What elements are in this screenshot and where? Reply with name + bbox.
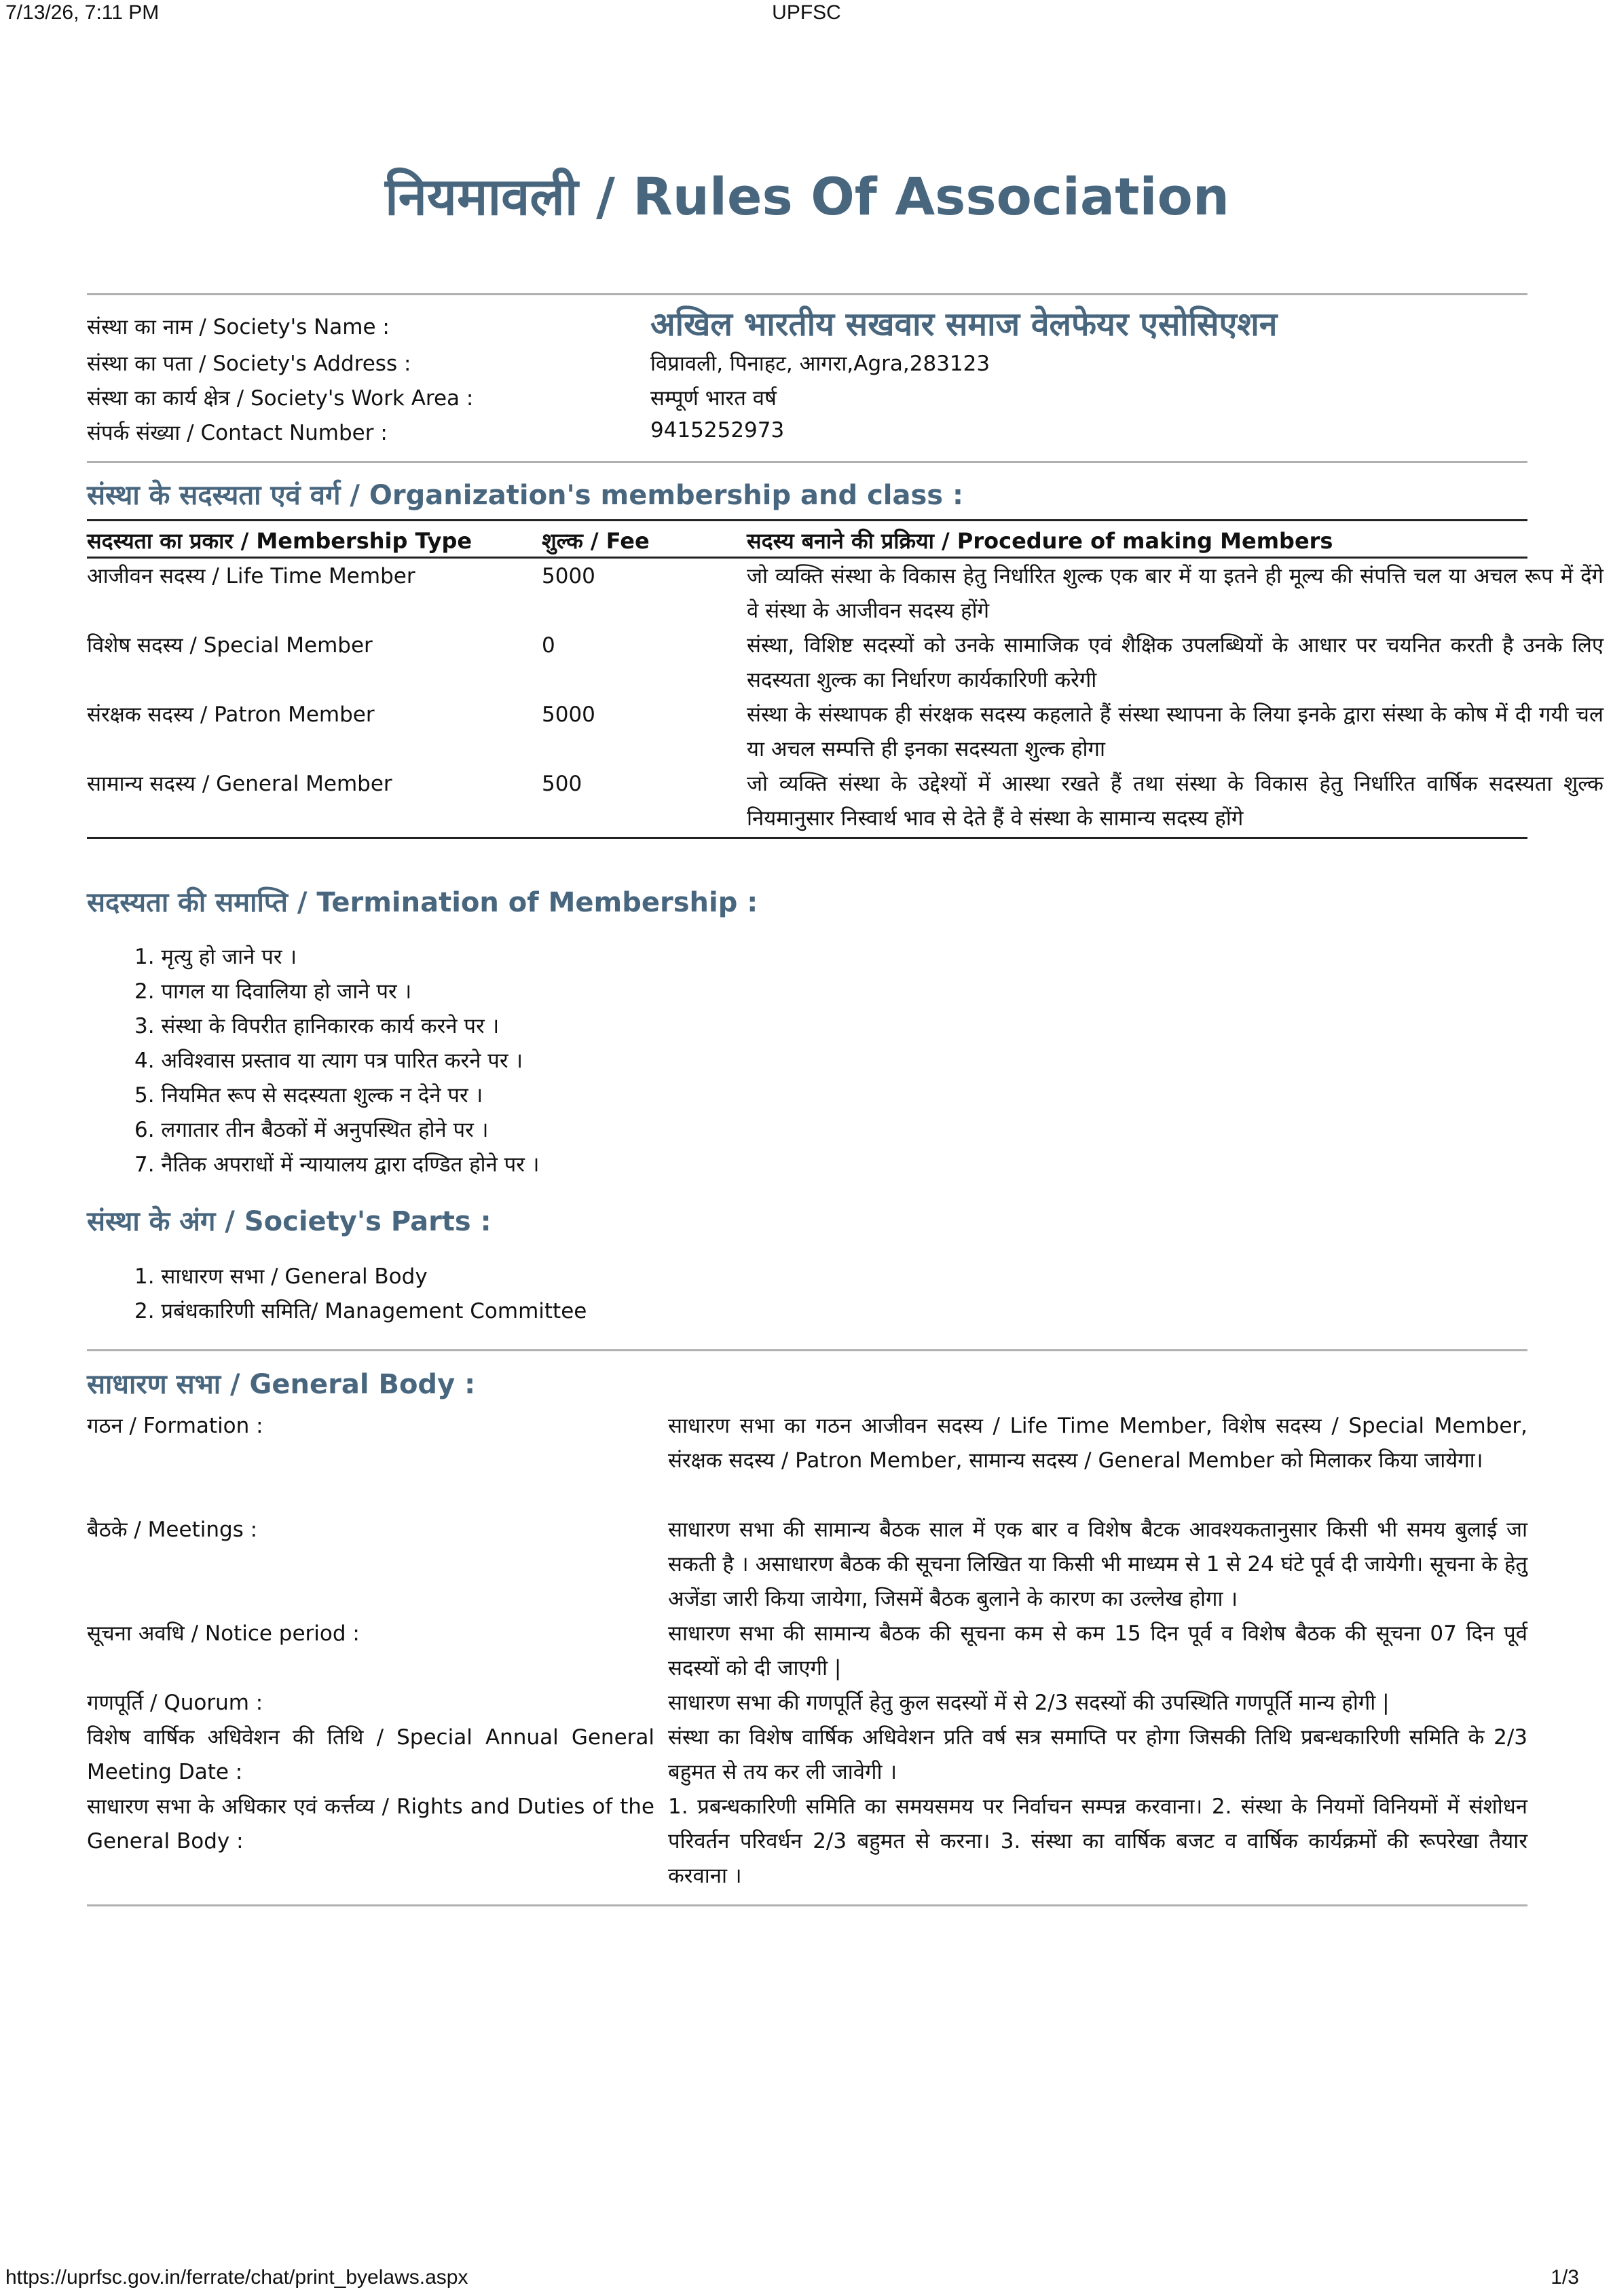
divider [87, 461, 1527, 463]
list-item: 3. संस्था के विपरीत हानिकारक कार्य करने पर । [134, 1014, 500, 1038]
termination-list [134, 940, 540, 1182]
membership-fee: 500 [542, 772, 582, 796]
list-item: 7. नैतिक अपराधों में न्यायालय द्वारा दण्डित होने पर । [134, 1152, 540, 1177]
list-item: 6. लगातार तीन बैठकों में अनुपस्थित होने पर । [134, 1118, 489, 1142]
general-body-heading: साधारण सभा / General Body : [87, 1369, 476, 1400]
print-page-number: 1/3 [1551, 2266, 1579, 2289]
parts-heading: संस्था के अंग / Society's Parts : [87, 1206, 492, 1237]
termination-heading: सदस्यता की समाप्ति / Termination of Membership : [87, 887, 758, 918]
table-bottom-border [87, 837, 1527, 839]
meetings-label: बैठके / Meetings : [87, 1518, 258, 1542]
membership-fee: 5000 [542, 702, 595, 727]
list-item: 2. प्रबंधकारिणी समिति/ Management Committee [134, 1299, 587, 1323]
meetings-value: साधारण सभा की सामान्य बैठक साल में एक बार व विशेष बैटक आवश्यकतानुसार किसी भी समय बुलाई जा सकती है । असाधारण बैठक की सूचना लिखित या किसी भी माध्यम से 1 से 24 घंटे पूर्व दी जायेगी। सूचना के हेतु अजेंडा जारी किया जायेगा, जिसमें बैठक बुलाने के कारण का उल्लेख होगा । [668, 1518, 1527, 1611]
print-datetime: 7/13/26, 7:11 PM [5, 1, 160, 24]
membership-fee: 5000 [542, 564, 595, 588]
list-item: 4. अविश्वास प्रस्ताव या त्याग पत्र पारित करने पर । [134, 1049, 523, 1073]
membership-fee: 0 [542, 633, 555, 658]
contact-number: 9415252973 [650, 418, 785, 443]
list-item: 1. मृत्यु हो जाने पर । [134, 945, 297, 969]
page-title: नियमावली / Rules Of Association [385, 166, 1229, 227]
list-item: 1. साधारण सभा / General Body [134, 1264, 428, 1289]
annual-meeting-value: संस्था का विशेष वार्षिक अधिवेशन प्रति वर्ष सत्र समाप्ति पर होगा जिसकी तिथि प्रबन्धकारिणी समिति के 2/3 बहुमत से तय कर ली जावेगी । [668, 1725, 1527, 1784]
work-area-label: संस्था का कार्य क्षेत्र / Society's Work Area : [87, 386, 474, 411]
formation-value: साधारण सभा का गठन आजीवन सदस्य / Life Time Member, विशेष सदस्य / Special Member, संरक्षक सदस्य / Patron Member, सामान्य सदस्य / General Member को मिलाकर किया जायेगा। [668, 1414, 1527, 1473]
membership-procedure: जो व्यक्ति संस्था के विकास हेतु निर्धारित शुल्क एक बार में या इतने ही मूल्य की संपत्ति चल या अचल रूप में देंगे वे संस्था के आजीवन सदस्य होंगे [747, 564, 1603, 623]
notice-period-label: सूचना अवधि / Notice period : [87, 1621, 360, 1646]
society-name-label: संस्था का नाम / Society's Name : [87, 315, 390, 339]
society-address-label: संस्था का पता / Society's Address : [87, 352, 411, 376]
column-header-type: सदस्यता का प्रकार / Membership Type [87, 528, 472, 554]
membership-type: संरक्षक सदस्य / Patron Member [87, 702, 375, 727]
membership-heading: संस्था के सदस्यता एवं वर्ग / Organization's membership and class : [87, 480, 964, 511]
formation-label: गठन / Formation : [87, 1414, 263, 1438]
table-header-border [87, 557, 1527, 559]
membership-type: विशेष सदस्य / Special Member [87, 633, 373, 658]
society-contact-row [87, 418, 1527, 452]
society-address: विप्रावली, पिनाहट, आगरा,Agra,283123 [650, 352, 990, 376]
annual-meeting-label: विशेष वार्षिक अधिवेशन की तिथि / Special Annual General Meeting Date : [87, 1725, 654, 1784]
society-name-row [87, 305, 1527, 346]
parts-list [134, 1260, 587, 1329]
membership-procedure: संस्था, विशिष्ट सदस्यों को उनके सामाजिक एवं शैक्षिक उपलब्धियों के आधार पर चयनित करती है उनके लिए सदस्यता शुल्क का निर्धारण कार्यकारिणी करेगी [747, 633, 1603, 692]
print-footer [0, 2266, 1613, 2293]
print-header [0, 1, 1613, 29]
membership-type: सामान्य सदस्य / General Member [87, 772, 392, 796]
print-site-name: UPFSC [772, 1, 841, 24]
quorum-label: गणपूर्ति / Quorum : [87, 1691, 263, 1715]
quorum-value: साधारण सभा की गणपूर्ति हेतु कुल सदस्यों में से 2/3 सदस्यों की उपस्थिति गणपूर्ति मान्य होगी | [668, 1691, 1390, 1715]
membership-procedure: संस्था के संस्थापक ही संरक्षक सदस्य कहलाते हैं संस्था स्थापना के लिया इनके द्वारा संस्था के कोष में दी गयी चल या अचल सम्पत्ति ही इनका सदस्यता शुल्क होगा [747, 702, 1603, 761]
work-area-value: सम्पूर्ण भारत वर्ष [650, 386, 777, 411]
rights-duties-label: साधारण सभा के अधिकार एवं कर्त्तव्य / Rights and Duties of the General Body : [87, 1794, 654, 1853]
list-item: 2. पागल या दिवालिया हो जाने पर । [134, 979, 412, 1004]
notice-period-value: साधारण सभा की सामान्य बैठक की सूचना कम से कम 15 दिन पूर्व व विशेष बैठक की सूचना 07 दिन पूर्व सदस्यों को दी जाएगी | [668, 1621, 1527, 1680]
society-name: अखिल भारतीय सखवार समाज वेलफेयर एसोसिएशन [650, 305, 1278, 343]
list-item: 5. नियमित रूप से सदस्यता शुल्क न देने पर । [134, 1083, 483, 1108]
column-header-fee: शुल्क / Fee [542, 528, 650, 554]
divider [87, 293, 1527, 295]
membership-type: आजीवन सदस्य / Life Time Member [87, 564, 415, 588]
society-address-row [87, 349, 1527, 383]
society-work-area-row [87, 383, 1527, 417]
divider [87, 1349, 1527, 1351]
membership-procedure: जो व्यक्ति संस्था के उद्देश्यों में आस्था रखते हैं तथा संस्था के विकास हेतु निर्धारित वार्षिक सदस्यता शुल्क नियमानुसार निस्वार्थ भाव से देते हैं वे संस्था के सामान्य सदस्य होंगे [747, 772, 1603, 831]
column-header-procedure: सदस्य बनाने की प्रक्रिया / Procedure of making Members [747, 528, 1333, 554]
rights-duties-value: 1. प्रबन्धकारिणी समिति का समयसमय पर निर्वाचन सम्पन्न करवाना। 2. संस्था के नियमों विनियमों में संशोधन परिवर्तन परिवर्धन 2/3 बहुमत से करना। 3. संस्था का वार्षिक बजट व वार्षिक कार्यक्रमों की रूपरेखा तैयार करवाना । [668, 1794, 1527, 1888]
table-top-border [87, 519, 1527, 521]
divider [87, 1904, 1527, 1906]
contact-label: संपर्क संख्या / Contact Number : [87, 421, 388, 445]
print-url: https://uprfsc.gov.in/ferrate/chat/print_byelaws.aspx [5, 2266, 468, 2289]
